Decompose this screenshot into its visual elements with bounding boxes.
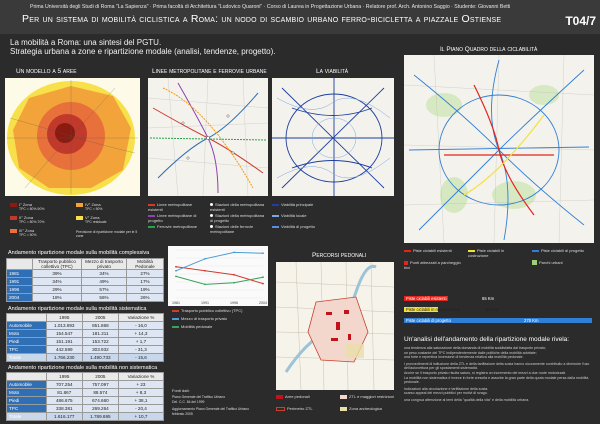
data-point bbox=[262, 276, 264, 278]
chart-legend-2: Mobilità pedonale bbox=[181, 324, 213, 329]
header-credits: Prima Università degli Studi di Roma "La Sapienza" · Prima facoltà di Architettura "Ludovico Quaroni" · Corso di Laurea in Progettazione Urbana · Relatore prof. Arch. Antonino Saggio · Studente: Giovanni Betti bbox=[30, 4, 511, 10]
subtitle-line1: La mobilità a Roma: una sintesi del PGTU. bbox=[10, 38, 162, 47]
subtitle-line2: Strategia urbana a zone e ripartizione modale (analisi, tendenze, progetto). bbox=[10, 47, 276, 56]
data-point bbox=[233, 282, 235, 284]
analysis-line-1: un peso costante del TPC indipendentemente dalle politiche della mobilità adottate; bbox=[404, 350, 537, 355]
series-line bbox=[176, 252, 263, 270]
analysis-line-2: una forte e repentina inversione di tendenza relativa alla mobilità pedonale. bbox=[404, 355, 524, 360]
t1-h1: Trasporto pubblico collettivo (TPC) bbox=[33, 259, 82, 270]
rail-legend-1: Stazioni della metropolitana esistenti bbox=[210, 202, 265, 212]
rail-legend-2: Linee metropolitane di progetto bbox=[148, 213, 197, 223]
data-point bbox=[175, 270, 177, 272]
zone1-label: I° Zona bbox=[19, 202, 32, 207]
data-point bbox=[175, 276, 177, 278]
table-row: Totale 1.766.230 1.490.733 - 15,6 bbox=[7, 354, 164, 362]
analysis-title: Un'analisi dell'andamento della ripartizione modale rivela: bbox=[404, 336, 570, 343]
cycle-legend-2: Piste ciclabili di progetto bbox=[541, 248, 584, 253]
page-title: Per un sistema di mobilità ciclistica a Roma: un nodo di scambio urbano ferro-bicicletta a piazzale Ostiense bbox=[22, 13, 502, 25]
cycle-legend-4: Parchi urbani bbox=[539, 260, 563, 265]
t2-h3: Variazione % bbox=[118, 314, 163, 322]
zone5-label: V° Zona bbox=[85, 215, 100, 220]
cycle-bar-value: 50 Km bbox=[486, 306, 499, 312]
cycle-legend bbox=[404, 248, 594, 292]
table2 bbox=[6, 313, 164, 362]
table2-title: Andamento ripartizione modale sulla mobilità sistematica bbox=[8, 306, 147, 312]
table-row: TPC 338.381 269.264 - 20,4 bbox=[7, 405, 164, 413]
roads-legend-1: Viabilità locale bbox=[281, 213, 307, 218]
pedestrian-title: Percorsi pedonali bbox=[312, 252, 367, 259]
cycle-map bbox=[404, 55, 594, 243]
rail-legend-3: Stazioni della metropolitana di progetto bbox=[210, 213, 265, 223]
roads-legend-2: Viabilità di progetto bbox=[281, 224, 315, 229]
zone1-swatch bbox=[10, 203, 17, 207]
data-point bbox=[204, 270, 206, 272]
table-row: Piedi 151.191 153.722 + 1,7 bbox=[7, 338, 164, 346]
table-row: 1991 34% 49% 17% bbox=[7, 278, 164, 286]
data-point bbox=[233, 252, 235, 254]
data-point bbox=[233, 274, 235, 276]
zones-note: Previsione di ripartizione modale per le 5 zone bbox=[76, 230, 138, 238]
zone1-sub: TPC = 80%-90% bbox=[19, 207, 45, 211]
x-tick-label: 1996 bbox=[230, 301, 238, 305]
modal-split-chart bbox=[168, 246, 268, 306]
pedestrian-legend-0: Aree pedonali bbox=[285, 394, 310, 399]
rail-legend-5: Stazioni delle ferrovie metropolitane bbox=[210, 224, 254, 234]
data-point bbox=[262, 283, 264, 285]
analysis-line-3: I provvedimenti di istituzione della ZTL e della tariffazione della sosta hanno sicuramente contribuito a diminuire l'uso dell'autovettura per gli spostamenti sistematici. bbox=[404, 361, 590, 371]
line-chart-svg bbox=[168, 246, 268, 306]
zone2-label: II° Zona bbox=[19, 215, 34, 220]
chart-legend-1: Mezzo di trasporto privato bbox=[181, 316, 228, 321]
zone4-label: IV° Zona bbox=[85, 202, 101, 207]
table-row: Totale 1.616.177 1.789.695 + 10,7 bbox=[7, 413, 164, 421]
pedestrian-legend-2: Perimetro ZTL bbox=[287, 406, 313, 411]
roads-map bbox=[272, 78, 394, 196]
cycle-bar-label: Piste ciclabili di progetto bbox=[406, 317, 451, 323]
t3-h2: 2005 bbox=[82, 373, 118, 381]
rail-map bbox=[148, 78, 268, 196]
cycle-legend-3: Punti attrezzati a parcheggio bici bbox=[404, 260, 461, 270]
pedestrian-map bbox=[276, 262, 394, 390]
table-row: 2004 18% 56% 26% bbox=[7, 294, 164, 302]
data-point bbox=[204, 258, 206, 260]
table1-title: Andamento ripartizione modale sulla mobilità complessiva bbox=[8, 250, 150, 256]
zone4-swatch bbox=[76, 203, 83, 207]
analysis-line-7: scarso appeal dei mezzi pubblici per motivi di svago. bbox=[404, 391, 488, 396]
roads-title: La viabilità bbox=[316, 68, 349, 75]
zone4-sub: TPC = 50% bbox=[85, 207, 103, 211]
roads-legend-0: Viabilità principale bbox=[281, 202, 314, 207]
cycle-title: Il Piano Quadro della ciclabilità bbox=[440, 46, 538, 53]
pedestrian-legend-1: ZTL e maggiori restrizioni bbox=[349, 394, 394, 399]
table-row: TPC 442.599 303.932 - 31,3 bbox=[7, 346, 164, 354]
pedestrian-legend-3: Zona archeologica bbox=[349, 406, 382, 411]
analysis-paragraph bbox=[404, 346, 594, 403]
rail-title: Linee metropolitane e ferrovie urbane bbox=[152, 68, 267, 75]
zones-map bbox=[5, 78, 140, 196]
cycle-bar-label: Piste ciclabili esistenti bbox=[406, 295, 447, 301]
data-point bbox=[262, 252, 264, 254]
table-row: 1981 39% 34% 27% bbox=[7, 270, 164, 278]
table3-title: Andamento ripartizione modale sulla mobilità non sistematica bbox=[8, 365, 158, 371]
cycle-legend-1: Piste ciclabili in costruzione bbox=[468, 248, 505, 258]
sources-line-2: Aggiornamento Piano Generale del Traffico Urbano bbox=[172, 407, 250, 411]
table1 bbox=[6, 258, 164, 302]
t3-h3: Variazione % bbox=[118, 373, 163, 381]
x-tick-label: 1991 bbox=[201, 301, 209, 305]
analysis-line-8: una congrua attenzione ai temi della "qualità della vita" e della mobilità urbana. bbox=[404, 397, 530, 402]
t2-h1: 1995 bbox=[46, 314, 82, 322]
series-line bbox=[176, 267, 263, 284]
rail-legend-4: Ferrovie metropolitane bbox=[157, 224, 198, 229]
data-point bbox=[204, 284, 206, 286]
cycle-bar-label: Piste ciclabili in realizzazione bbox=[406, 306, 460, 312]
t2-h2: 2005 bbox=[82, 314, 118, 322]
analysis-line-0: una tendenza alla saturazione della domanda di mobilità soddisfatta dal trasporto privato; bbox=[404, 346, 546, 350]
header-bar bbox=[0, 0, 600, 34]
t3-h1: 1995 bbox=[46, 373, 82, 381]
cycle-bar-value: 278 Km bbox=[524, 317, 539, 323]
x-tick-label: 2004 bbox=[259, 301, 267, 305]
zone5-swatch bbox=[76, 216, 83, 220]
x-tick-label: 1981 bbox=[172, 301, 180, 305]
zone3-label: III° Zona bbox=[19, 228, 35, 233]
data-point bbox=[175, 266, 177, 268]
table-row: Moto 154.547 181.211 + 14,3 bbox=[7, 330, 164, 338]
chart-legend-0: Trasporto pubblico collettivo (TPC) bbox=[181, 308, 243, 313]
zone5-sub: TPC residuale bbox=[85, 220, 107, 224]
analysis-line-4: Anche se il trasporto privato risulta saturo, si registra un incremento dei mezzi a due ruote motorizzati. bbox=[404, 370, 567, 375]
t1-h3: Mobilità Pedonale bbox=[127, 259, 164, 270]
table-row: 1996 29% 57% 19% bbox=[7, 286, 164, 294]
sources-line-0: Piano Generale del Traffico Urbano bbox=[172, 395, 226, 399]
zone2-swatch bbox=[10, 216, 17, 220]
analysis-line-6: Indicazioni alla circolazione e tariffazione della sosta. bbox=[404, 386, 489, 391]
zones-title: Un modello a 5 aree bbox=[16, 68, 77, 75]
series-line bbox=[176, 276, 263, 284]
cycle-legend-0: Piste ciclabili esistenti bbox=[413, 248, 452, 253]
table-row: Automobile 707.254 757.097 + 23 bbox=[7, 381, 164, 389]
zone3-swatch bbox=[10, 229, 17, 233]
sources-line-3: febbraio 2005 bbox=[172, 412, 193, 416]
table-row: Piedi 486.675 674.660 + 38,1 bbox=[7, 397, 164, 405]
table3 bbox=[6, 372, 164, 421]
t1-h2: Mezzo di trasporto privato bbox=[82, 259, 127, 270]
sources-line-1: Del. C.C. 84 del 1999 bbox=[172, 400, 205, 404]
zone2-sub: TPC = 80%-70% bbox=[19, 220, 45, 224]
cycle-bar-value: 65 Km bbox=[482, 295, 495, 301]
rail-legend-0: Linee metropolitane esistenti bbox=[148, 202, 193, 212]
analysis-line-5: La mobilità non sistematica è invece in forte crescita e assorbe la gran parte della quota modale persa dalla mobilità pedonale. bbox=[404, 375, 589, 385]
table-row: Automobile 1.013.893 851.868 - 16,0 bbox=[7, 322, 164, 330]
zone3-sub: TPC = 50% bbox=[19, 233, 37, 237]
table-row: Moto 81.867 88.574 + 8,3 bbox=[7, 389, 164, 397]
sheet-code: T04/7 bbox=[565, 14, 596, 28]
sources-label: Fonti dati: bbox=[172, 388, 190, 393]
